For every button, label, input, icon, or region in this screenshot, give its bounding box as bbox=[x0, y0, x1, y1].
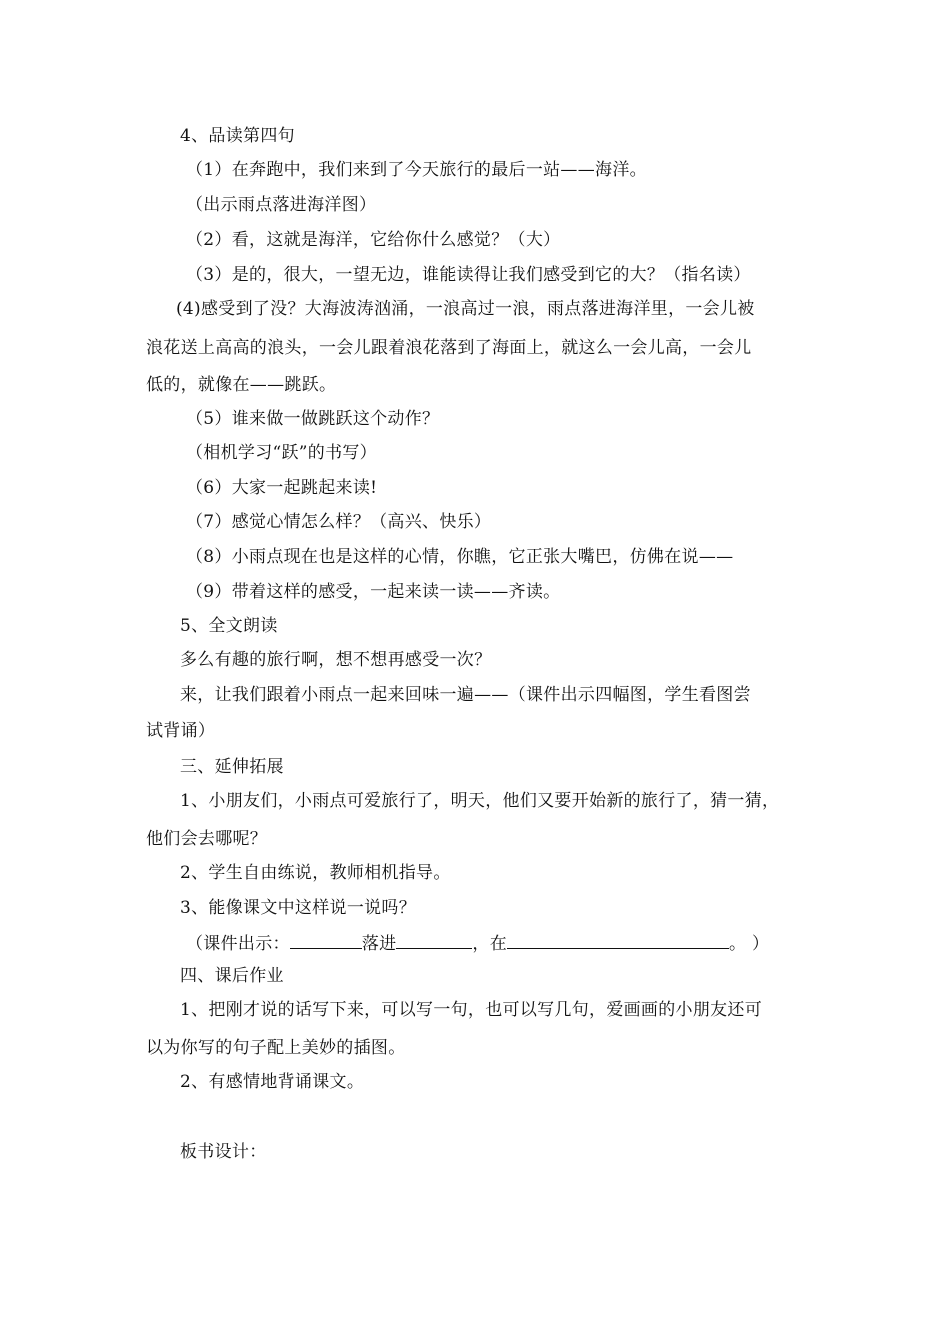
text-line: 多么有趣的旅行啊，想不想再感受一次？ bbox=[180, 650, 492, 670]
text-line: （出示雨点落进海洋图） bbox=[186, 195, 377, 215]
text-line: （1）在奔跑中，我们来到了今天旅行的最后一站——海洋。 bbox=[186, 160, 647, 180]
text-line: 2、学生自由练说，教师相机指导。 bbox=[180, 863, 451, 883]
text-line: （6）大家一起跳起来读! bbox=[186, 478, 378, 498]
fill-suffix: 。 ） bbox=[729, 934, 770, 954]
fill-mid1: 落进 bbox=[361, 934, 397, 954]
text-line: （5）谁来做一做跳跃这个动作？ bbox=[186, 409, 440, 429]
text-line: 板书设计： bbox=[180, 1142, 267, 1162]
text-line: 5、全文朗读 bbox=[180, 616, 278, 636]
text-line: 来，让我们跟着小雨点一起来回味一遍——（课件出示四幅图，学生看图尝 bbox=[180, 685, 751, 705]
text-line: （7）感觉心情怎么样？（高兴、快乐） bbox=[186, 512, 492, 532]
text-line: （9）带着这样的感受，一起来读一读——齐读。 bbox=[186, 582, 561, 602]
text-line: 1、小朋友们，小雨点可爱旅行了，明天，他们又要开始新的旅行了，猜一猜， bbox=[180, 791, 780, 811]
blank-field-3 bbox=[507, 930, 729, 949]
text-line: (4)感受到了没？大海波涛汹涌，一浪高过一浪，雨点落进海洋里，一会儿被 bbox=[176, 299, 755, 319]
text-line: 四、课后作业 bbox=[180, 966, 284, 986]
text-line: 三、延伸拓展 bbox=[180, 757, 284, 777]
text-line: 试背诵） bbox=[146, 721, 216, 741]
fill-prefix: （课件出示： bbox=[186, 934, 290, 954]
text-line: 3、能像课文中这样说一说吗？ bbox=[180, 898, 417, 918]
text-line: 浪花送上高高的浪头，一会儿跟着浪花落到了海面上，就这么一会儿高，一会儿 bbox=[146, 338, 752, 358]
text-line: （2）看，这就是海洋，它给你什么感觉？（大） bbox=[186, 230, 561, 250]
text-line: （相机学习“跃”的书写） bbox=[186, 443, 377, 463]
text-line: 他们会去哪呢？ bbox=[146, 829, 268, 849]
text-line: 1、把刚才说的话写下来，可以写一句，也可以写几句，爱画画的小朋友还可 bbox=[180, 1000, 763, 1020]
text-line: （3）是的，很大，一望无边，谁能读得让我们感受到它的大？（指名读） bbox=[186, 265, 751, 285]
fill-mid2: ，在 bbox=[472, 934, 508, 954]
text-line: （8）小雨点现在也是这样的心情，你瞧，它正张大嘴巴，仿佛在说—— bbox=[186, 547, 734, 567]
text-line: 4、品读第四句 bbox=[180, 126, 295, 146]
blank-field-2 bbox=[396, 930, 472, 949]
text-line: 2、有感情地背诵课文。 bbox=[180, 1072, 365, 1092]
text-line: 低的，就像在——跳跃。 bbox=[146, 375, 337, 395]
text-line: 以为你写的句子配上美妙的插图。 bbox=[146, 1038, 406, 1058]
fill-in-blank-line bbox=[186, 930, 769, 956]
blank-field-1 bbox=[290, 930, 362, 949]
